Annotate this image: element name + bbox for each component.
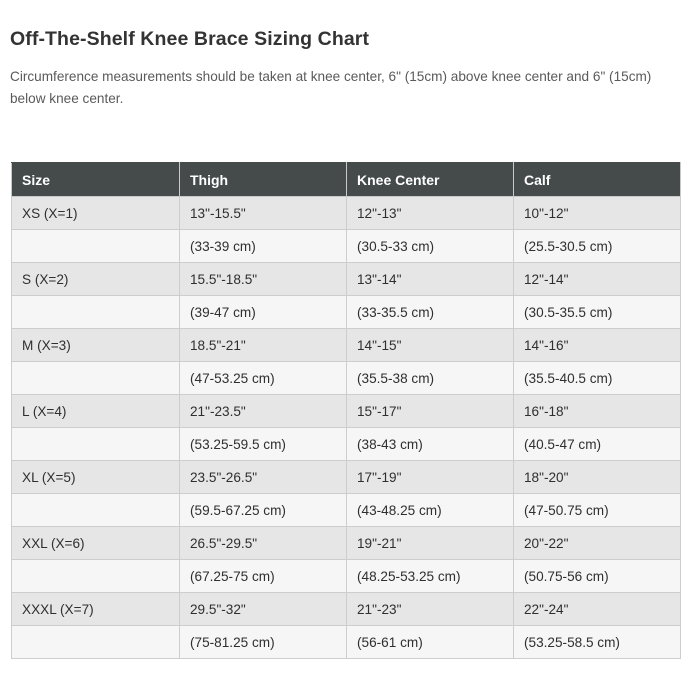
thigh-cm-cell: (75-81.25 cm) bbox=[180, 626, 347, 659]
size-cell: L (X=4) bbox=[12, 395, 180, 428]
table-row bbox=[12, 395, 681, 428]
table-row bbox=[12, 461, 681, 494]
calf-inches-cell: 14"-16" bbox=[514, 329, 681, 362]
thigh-cm-cell: (39-47 cm) bbox=[180, 296, 347, 329]
calf-inches-cell: 10"-12" bbox=[514, 197, 681, 230]
knee-inches-cell: 19"-21" bbox=[347, 527, 514, 560]
table-row bbox=[12, 197, 681, 230]
calf-inches-cell: 16"-18" bbox=[514, 395, 681, 428]
knee-cm-cell: (35.5-38 cm) bbox=[347, 362, 514, 395]
knee-inches-cell: 15"-17" bbox=[347, 395, 514, 428]
table-row bbox=[12, 230, 681, 263]
header-thigh: Thigh bbox=[180, 163, 347, 197]
size-cell: M (X=3) bbox=[12, 329, 180, 362]
empty-cell bbox=[12, 296, 180, 329]
knee-inches-cell: 17"-19" bbox=[347, 461, 514, 494]
calf-cm-cell: (53.25-58.5 cm) bbox=[514, 626, 681, 659]
knee-cm-cell: (30.5-33 cm) bbox=[347, 230, 514, 263]
thigh-inches-cell: 29.5"-32" bbox=[180, 593, 347, 626]
thigh-cm-cell: (53.25-59.5 cm) bbox=[180, 428, 347, 461]
page-title: Off-The-Shelf Knee Brace Sizing Chart bbox=[10, 28, 370, 50]
calf-inches-cell: 12"-14" bbox=[514, 263, 681, 296]
thigh-inches-cell: 23.5"-26.5" bbox=[180, 461, 347, 494]
calf-cm-cell: (47-50.75 cm) bbox=[514, 494, 681, 527]
thigh-inches-cell: 26.5"-29.5" bbox=[180, 527, 347, 560]
size-cell: S (X=2) bbox=[12, 263, 180, 296]
thigh-cm-cell: (33-39 cm) bbox=[180, 230, 347, 263]
thigh-inches-cell: 15.5"-18.5" bbox=[180, 263, 347, 296]
measurement-instructions: Circumference measurements should be taken at knee center, 6" (15cm) above knee center and 6" (15cm) below knee center. bbox=[10, 69, 652, 106]
header-knee-center: Knee Center bbox=[347, 163, 514, 197]
table-row bbox=[12, 296, 681, 329]
table-row bbox=[12, 428, 681, 461]
knee-cm-cell: (43-48.25 cm) bbox=[347, 494, 514, 527]
thigh-inches-cell: 13"-15.5" bbox=[180, 197, 347, 230]
empty-cell bbox=[12, 626, 180, 659]
table-row bbox=[12, 593, 681, 626]
knee-inches-cell: 14"-15" bbox=[347, 329, 514, 362]
table-row bbox=[12, 527, 681, 560]
header-size: Size bbox=[12, 163, 180, 197]
calf-inches-cell: 18"-20" bbox=[514, 461, 681, 494]
thigh-inches-cell: 18.5"-21" bbox=[180, 329, 347, 362]
empty-cell bbox=[12, 428, 180, 461]
size-cell: XXL (X=6) bbox=[12, 527, 180, 560]
table-row bbox=[12, 560, 681, 593]
table-row bbox=[12, 494, 681, 527]
empty-cell bbox=[12, 230, 180, 263]
calf-cm-cell: (25.5-30.5 cm) bbox=[514, 230, 681, 263]
table-row bbox=[12, 329, 681, 362]
empty-cell bbox=[12, 362, 180, 395]
size-cell: XS (X=1) bbox=[12, 197, 180, 230]
calf-cm-cell: (50.75-56 cm) bbox=[514, 560, 681, 593]
table-header-row bbox=[12, 163, 681, 197]
calf-inches-cell: 20"-22" bbox=[514, 527, 681, 560]
knee-inches-cell: 13"-14" bbox=[347, 263, 514, 296]
table-row bbox=[12, 362, 681, 395]
size-cell: XL (X=5) bbox=[12, 461, 180, 494]
calf-inches-cell: 22"-24" bbox=[514, 593, 681, 626]
table-row bbox=[12, 626, 681, 659]
table-row bbox=[12, 263, 681, 296]
size-cell: XXXL (X=7) bbox=[12, 593, 180, 626]
knee-cm-cell: (48.25-53.25 cm) bbox=[347, 560, 514, 593]
calf-cm-cell: (30.5-35.5 cm) bbox=[514, 296, 681, 329]
thigh-cm-cell: (67.25-75 cm) bbox=[180, 560, 347, 593]
calf-cm-cell: (35.5-40.5 cm) bbox=[514, 362, 681, 395]
empty-cell bbox=[12, 560, 180, 593]
knee-cm-cell: (33-35.5 cm) bbox=[347, 296, 514, 329]
thigh-cm-cell: (59.5-67.25 cm) bbox=[180, 494, 347, 527]
calf-cm-cell: (40.5-47 cm) bbox=[514, 428, 681, 461]
sizing-table bbox=[11, 162, 681, 659]
knee-cm-cell: (56-61 cm) bbox=[347, 626, 514, 659]
knee-cm-cell: (38-43 cm) bbox=[347, 428, 514, 461]
thigh-cm-cell: (47-53.25 cm) bbox=[180, 362, 347, 395]
knee-inches-cell: 21"-23" bbox=[347, 593, 514, 626]
header-calf: Calf bbox=[514, 163, 681, 197]
empty-cell bbox=[12, 494, 180, 527]
thigh-inches-cell: 21"-23.5" bbox=[180, 395, 347, 428]
knee-inches-cell: 12"-13" bbox=[347, 197, 514, 230]
